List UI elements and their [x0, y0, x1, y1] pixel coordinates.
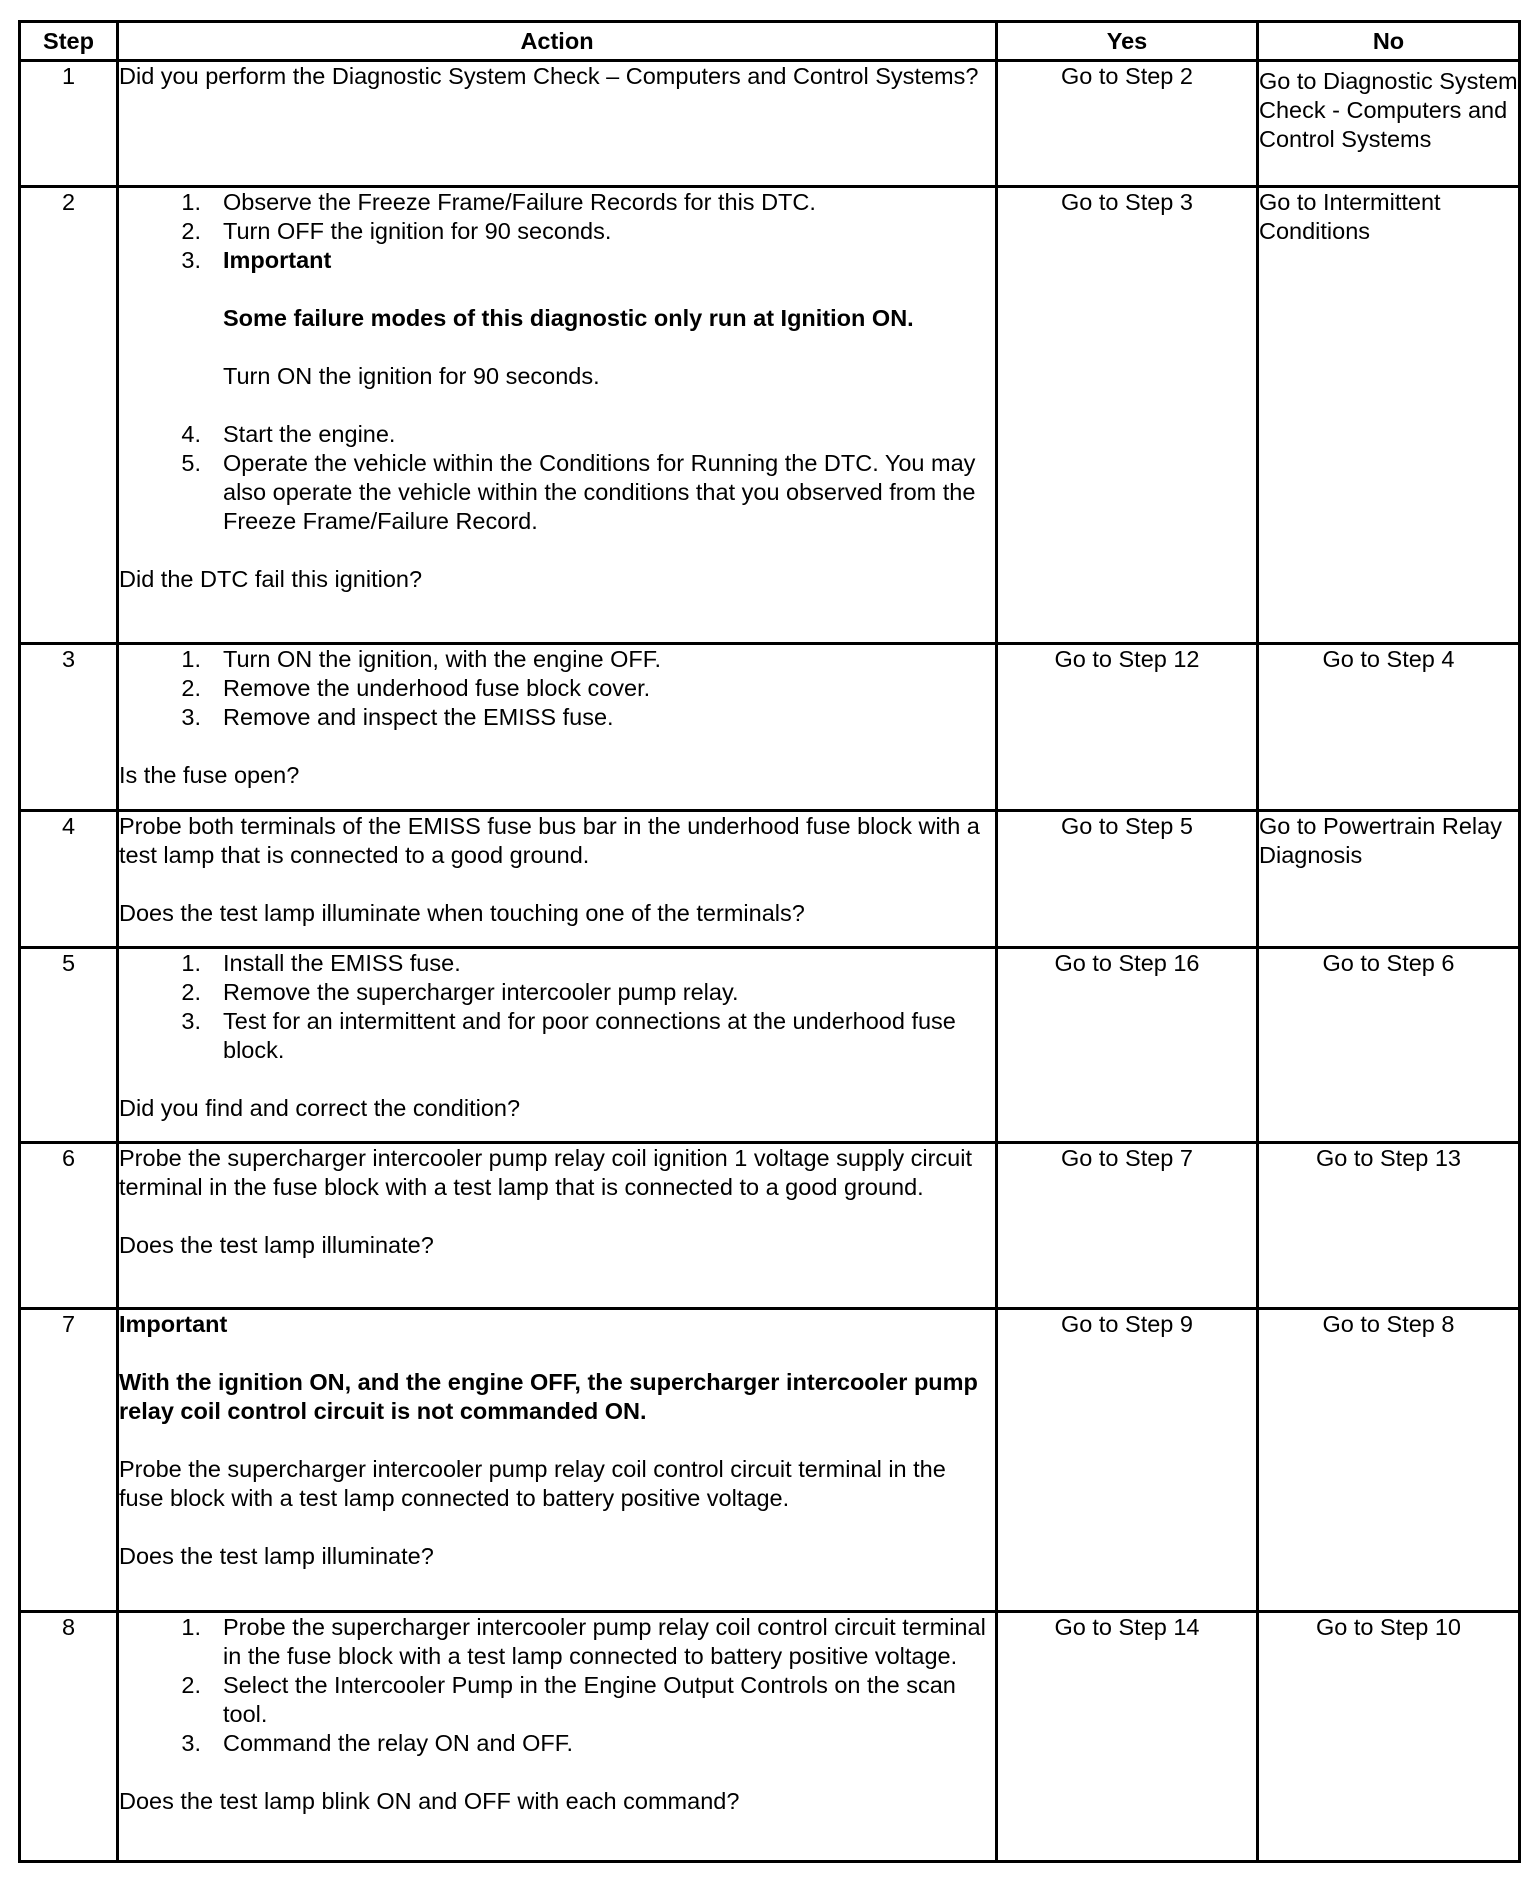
list-text: Test for an intermittent and for poor connections at the underhood fuse block.: [223, 1008, 956, 1063]
step-number: 7: [20, 1309, 118, 1612]
list-number: 3.: [181, 704, 201, 730]
yes-cell: Go to Step 3: [997, 187, 1258, 644]
list-item: [119, 978, 995, 1007]
table-row: [20, 948, 1520, 1143]
no-cell: Go to Powertrain Relay Diagnosis: [1258, 811, 1520, 948]
table-row: [20, 644, 1520, 811]
table-row: [20, 811, 1520, 948]
list-number: 1.: [181, 646, 201, 672]
instruction-list: [119, 645, 995, 732]
list-text: Remove and inspect the EMISS fuse.: [223, 704, 614, 730]
yes-cell: Go to Step 14: [997, 1612, 1258, 1862]
action-cell: [118, 61, 997, 187]
list-number: 3.: [181, 1730, 201, 1756]
list-text: Probe the supercharger intercooler pump relay coil control circuit terminal in the fuse block with a test lamp connected to battery positive voltage.: [223, 1614, 986, 1669]
question-text: Does the test lamp illuminate?: [119, 1543, 434, 1569]
important-label: Important: [119, 1311, 228, 1337]
instruction-list: [119, 188, 995, 275]
list-number: 2.: [181, 218, 201, 244]
list-text: Remove the supercharger intercooler pump relay.: [223, 979, 739, 1005]
important-note: Some failure modes of this diagnostic only run at Ignition ON.: [223, 305, 914, 331]
instruction-list: [119, 420, 995, 536]
list-text: Observe the Freeze Frame/Failure Records for this DTC.: [223, 189, 816, 215]
no-cell: Go to Step 4: [1258, 644, 1520, 811]
step-number: 3: [20, 644, 118, 811]
list-item: [119, 188, 995, 217]
action-text: Probe the supercharger intercooler pump relay coil control circuit terminal in the fuse block with a test lamp connected to battery positive voltage.: [119, 1456, 946, 1511]
action-cell: [118, 948, 997, 1143]
list-item: [119, 449, 995, 536]
question-text: Did the DTC fail this ignition?: [119, 566, 423, 592]
list-number: 3.: [181, 247, 201, 273]
list-item: [119, 217, 995, 246]
list-number: 1.: [181, 1614, 201, 1640]
list-item: [119, 420, 995, 449]
yes-cell: Go to Step 5: [997, 811, 1258, 948]
important-note: With the ignition ON, and the engine OFF, the supercharger intercooler pump relay coil control circuit is not commanded ON.: [119, 1369, 978, 1424]
action-cell: [118, 644, 997, 811]
list-number: 2.: [181, 1672, 201, 1698]
diagnostic-table: [18, 20, 1521, 1863]
header-yes: Yes: [997, 22, 1258, 61]
list-text: Remove the underhood fuse block cover.: [223, 675, 651, 701]
yes-cell: Go to Step 7: [997, 1143, 1258, 1309]
important-label: Important: [223, 247, 332, 273]
sub-instruction: Turn ON the ignition for 90 seconds.: [223, 363, 600, 389]
yes-cell: Go to Step 9: [997, 1309, 1258, 1612]
step-number: 4: [20, 811, 118, 948]
action-cell: [118, 1143, 997, 1309]
yes-cell: Go to Step 12: [997, 644, 1258, 811]
header-no: No: [1258, 22, 1520, 61]
table-row: [20, 1309, 1520, 1612]
step-number: 5: [20, 948, 118, 1143]
yes-cell: Go to Step 16: [997, 948, 1258, 1143]
list-text: Install the EMISS fuse.: [223, 950, 461, 976]
list-text: Command the relay ON and OFF.: [223, 1730, 574, 1756]
no-cell: Go to Step 6: [1258, 948, 1520, 1143]
list-item: [119, 1613, 995, 1671]
action-text: Did you perform the Diagnostic System Check – Computers and Control Systems?: [119, 63, 979, 89]
action-cell: [118, 187, 997, 644]
step-number: 2: [20, 187, 118, 644]
list-item: [119, 645, 995, 674]
list-number: 4.: [181, 421, 201, 447]
header-action: Action: [118, 22, 997, 61]
action-cell: [118, 1309, 997, 1612]
list-text: Start the engine.: [223, 421, 396, 447]
list-item: [119, 1007, 995, 1065]
no-cell: Go to Step 8: [1258, 1309, 1520, 1612]
question-text: Does the test lamp illuminate?: [119, 1232, 434, 1258]
action-text: Probe both terminals of the EMISS fuse bus bar in the underhood fuse block with a test lamp that is connected to a good ground.: [119, 813, 980, 868]
list-text: Turn ON the ignition, with the engine OFF.: [223, 646, 662, 672]
step-number: 6: [20, 1143, 118, 1309]
action-text: Probe the supercharger intercooler pump relay coil ignition 1 voltage supply circuit terminal in the fuse block with a test lamp that is connected to a good ground.: [119, 1145, 972, 1200]
no-cell: Go to Diagnostic System Check - Computers and Control Systems: [1258, 61, 1520, 187]
list-number: 1.: [181, 950, 201, 976]
list-item: [119, 1671, 995, 1729]
list-text: Select the Intercooler Pump in the Engine Output Controls on the scan tool.: [223, 1672, 956, 1727]
header-step: Step: [20, 22, 118, 61]
yes-cell: Go to Step 2: [997, 61, 1258, 187]
step-number: 1: [20, 61, 118, 187]
instruction-list: [119, 1613, 995, 1758]
list-number: 2.: [181, 979, 201, 1005]
question-text: Does the test lamp illuminate when touching one of the terminals?: [119, 900, 805, 926]
question-text: Is the fuse open?: [119, 762, 300, 788]
table-row: [20, 1612, 1520, 1862]
action-cell: [118, 1612, 997, 1862]
list-text: Turn OFF the ignition for 90 seconds.: [223, 218, 612, 244]
table-row: [20, 187, 1520, 644]
list-item: [119, 1729, 995, 1758]
question-text: Does the test lamp blink ON and OFF with each command?: [119, 1788, 740, 1814]
list-number: 5.: [181, 450, 201, 476]
list-item: [119, 246, 995, 275]
list-text: Operate the vehicle within the Conditions for Running the DTC. You may also operate the vehicle within the conditions that you observed from the Freeze Frame/Failure Record.: [223, 450, 976, 534]
step-number: 8: [20, 1612, 118, 1862]
table-row: [20, 61, 1520, 187]
list-item: [119, 703, 995, 732]
instruction-list: [119, 949, 995, 1065]
no-cell: Go to Intermittent Conditions: [1258, 187, 1520, 644]
table-row: [20, 1143, 1520, 1309]
header-row: [20, 22, 1520, 61]
list-number: 3.: [181, 1008, 201, 1034]
list-item: [119, 674, 995, 703]
list-number: 1.: [181, 189, 201, 215]
list-item: [119, 949, 995, 978]
action-cell: [118, 811, 997, 948]
no-cell: Go to Step 13: [1258, 1143, 1520, 1309]
question-text: Did you find and correct the condition?: [119, 1095, 521, 1121]
list-number: 2.: [181, 675, 201, 701]
no-cell: Go to Step 10: [1258, 1612, 1520, 1862]
